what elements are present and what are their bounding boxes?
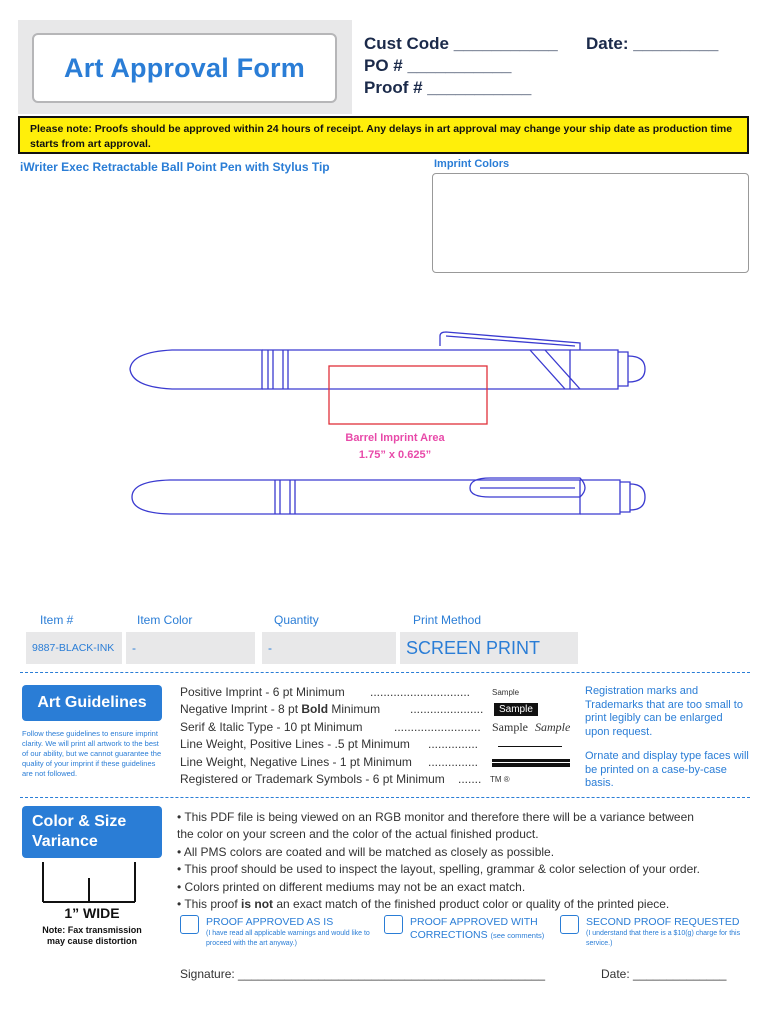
approved-as-is-note: (I have read all applicable warnings and would like to proceed with the art anyway.) — [206, 930, 370, 947]
variance-title-line1: Color & Size — [32, 813, 127, 830]
pen-drawings — [0, 320, 770, 520]
imprint-colors-label: Imprint Colors — [434, 158, 510, 170]
product-name: iWriter Exec Retractable Ball Point Pen with Stylus Tip — [20, 160, 330, 174]
sample-italic: Sample — [535, 720, 571, 734]
signature-field[interactable]: Signature: ______________________________________________ — [180, 967, 546, 981]
sample-thin-line — [498, 746, 562, 747]
sample-negative-line — [492, 759, 570, 767]
variance-bullet: • All PMS colors are coated and will be matched as closely as possible. — [177, 845, 555, 859]
approved-with-corrections-checkbox[interactable] — [384, 915, 403, 934]
guideline-label: Line Weight, Positive Lines - .5 pt Minimum — [180, 737, 410, 751]
divider — [20, 797, 750, 798]
guideline-symbols — [180, 772, 510, 786]
pen-side-drawing — [132, 478, 645, 514]
guideline-label: Registered or Trademark Symbols - 6 pt Minimum — [180, 772, 445, 786]
proof-field[interactable]: Proof # ___________ — [364, 78, 532, 97]
variance-bullet-last — [177, 896, 669, 914]
variance-bullet: • Colors printed on different mediums may not be an exact match. — [177, 880, 526, 894]
dot-leader: ...................... — [410, 702, 484, 716]
fax-note-line2: may cause distortion — [46, 936, 138, 946]
cust-code-field[interactable]: Cust Code ___________ — [364, 34, 558, 53]
guideline-bold: Bold — [301, 702, 329, 716]
bullet-text: • This proof — [177, 897, 242, 911]
signature-date-field[interactable]: Date: ______________ — [601, 967, 727, 981]
pen-front-drawing — [130, 332, 645, 389]
dot-leader: ............... — [428, 755, 479, 769]
item-color-cell: - — [126, 632, 255, 664]
guideline-negative-lines — [180, 755, 479, 769]
title-box — [32, 33, 337, 103]
registration-note: Registration marks and Trademarks that are too small to print legibly can be enlarged upon request. — [585, 685, 743, 738]
second-proof-note: (I understand that there is a $10(g) charge for this service.) — [586, 930, 741, 947]
corrections-note: (see comments) — [490, 931, 545, 940]
col-item-color: Item Color — [137, 613, 193, 627]
print-method-cell: SCREEN PRINT — [400, 632, 578, 664]
col-item-number: Item # — [40, 613, 74, 627]
fax-note-line1: Note: Fax transmission — [42, 925, 142, 935]
art-guidelines-heading: Art Guidelines — [22, 685, 162, 721]
approved-with-corrections-label: PROOF APPROVED WITH — [410, 916, 538, 928]
width-label: 1” WIDE — [64, 905, 120, 921]
variance-bullet: • This PDF file is being viewed on an RGB monitor and therefore there will be a variance between — [177, 810, 694, 824]
ornate-note: Ornate and display type faces will be printed on a case-by-case basis. — [585, 750, 749, 789]
sample-serif: Sample — [492, 720, 528, 734]
divider — [20, 672, 750, 673]
guideline-serif — [180, 720, 571, 734]
guideline-label: Line Weight, Negative Lines - 1 pt Minimum — [180, 755, 412, 769]
barrel-area-title: Barrel Imprint Area — [345, 432, 445, 444]
item-number-cell: 9887-BLACK-INK — [26, 632, 122, 664]
dot-leader: ............... — [428, 737, 479, 751]
fax-note — [22, 925, 162, 947]
approval-note: Please note: Proofs should be approved within 24 hours of receipt. Any delays in art approval may change your ship date as production time starts from art approval. — [18, 116, 749, 154]
variance-bullet: • This proof should be used to inspect the layout, spelling, grammar & color selection of your order. — [177, 862, 700, 876]
guideline-label: Positive Imprint - 6 pt Minimum — [180, 685, 345, 699]
sample-symbols: TM ® — [490, 775, 510, 784]
variance-heading — [22, 806, 162, 858]
bullet-bold: is not — [241, 897, 274, 911]
bullet-text: an exact match of the finished product color or quality of the printed piece. — [273, 897, 670, 911]
col-print-method: Print Method — [413, 613, 482, 627]
corrections-label — [410, 929, 544, 941]
page-title: Art Approval Form — [64, 52, 305, 83]
date-field[interactable]: Date: _________ — [586, 34, 719, 53]
approved-as-is-checkbox[interactable] — [180, 915, 199, 934]
po-field[interactable]: PO # ___________ — [364, 56, 512, 75]
barrel-area-size: 1.75” x 0.625” — [358, 449, 432, 461]
barrel-imprint-label — [300, 430, 490, 464]
guidelines-note: Follow these guidelines to ensure imprint clarity. We will print all artwork to the best of our ability, but we cannot guarantee the quality of your imprint if these guidelines are not followed. — [22, 729, 162, 778]
dot-leader: ....... — [458, 772, 482, 786]
dot-leader: .......................... — [394, 720, 481, 734]
variance-title-line2: Variance — [32, 833, 98, 850]
corrections-text: CORRECTIONS — [410, 929, 488, 941]
imprint-area-rect — [329, 366, 487, 424]
width-bracket-icon — [40, 862, 140, 906]
variance-bullet: the color on your screen and the color of the actual finished product. — [177, 827, 539, 841]
guideline-positive — [180, 685, 520, 699]
imprint-colors-field[interactable] — [432, 173, 749, 273]
second-proof-label: SECOND PROOF REQUESTED — [586, 916, 740, 928]
approved-as-is-label: PROOF APPROVED AS IS — [206, 916, 334, 928]
sample-negative: Sample — [494, 703, 538, 716]
guideline-positive-lines — [180, 737, 479, 751]
sample-positive: Sample — [492, 688, 520, 697]
guideline-label: Negative Imprint - 8 pt — [180, 702, 302, 716]
guideline-label: Minimum — [328, 702, 381, 716]
quantity-cell: - — [262, 632, 396, 664]
dot-leader: .............................. — [370, 685, 471, 699]
guideline-label: Serif & Italic Type - 10 pt Minimum — [180, 720, 363, 734]
guideline-negative — [180, 702, 533, 716]
second-proof-checkbox[interactable] — [560, 915, 579, 934]
col-quantity: Quantity — [274, 613, 319, 627]
